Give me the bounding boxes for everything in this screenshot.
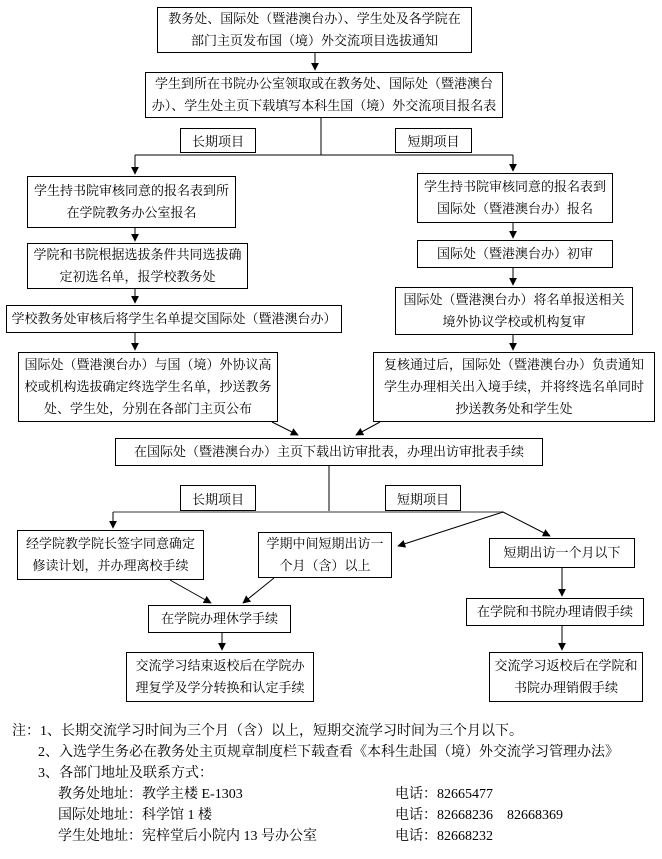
contact-phone: 电话：82668232 xyxy=(395,829,493,844)
contact-address: 国际处地址：科学馆 1 楼 xyxy=(58,808,212,823)
notes-section xyxy=(12,721,656,847)
flow-node-short-apply: 学生持书院审核同意的报名表到国际处（暨港澳台办）报名 xyxy=(417,173,613,223)
flow-node-mid-term-visit: 学期中间短期出访一个月（含）以上 xyxy=(258,532,392,578)
note-line-3: 3、各部门地址及联系方式： xyxy=(38,766,213,781)
flow-node-get-form: 学生到所在书院办公室领取或在教务处、国际处（暨港澳台办）、学生处主页下载填写本科生国（境）外交流项目报名表 xyxy=(145,72,503,118)
flow-connector xyxy=(170,580,211,603)
contact-phone: 电话：82665477 xyxy=(395,787,493,802)
contact-row-jiaowuchu xyxy=(12,784,656,805)
branch-label-short-term-2: 短期项目 xyxy=(385,485,461,511)
contact-row-xueshengchu xyxy=(12,826,656,847)
flow-node-short-review: 国际处（暨港澳台办）初审 xyxy=(417,240,613,268)
contact-row-guojichu xyxy=(12,805,656,826)
flow-node-short-send-list: 国际处（暨港澳台办）将名单报送相关境外协议学校或机构复审 xyxy=(395,287,633,335)
contact-address: 学生处地址：宪梓堂后小院内 13 号办公室 xyxy=(58,829,317,844)
flow-connector xyxy=(272,422,298,435)
flow-node-long-apply: 学生持书院审核同意的报名表到所在学院教务办公室报名 xyxy=(27,176,236,228)
branch-label-short-term-1: 短期项目 xyxy=(395,128,472,153)
flow-node-cancel-leave: 交流学习返校后在学院和书院办理销假手续 xyxy=(489,652,643,702)
flow-node-approval-form: 在国际处（暨港澳台办）主页下载出访审批表，办理出访审批表手续 xyxy=(115,438,543,466)
contact-address: 教务处地址：教学主楼 E-1303 xyxy=(58,787,243,802)
flow-node-long-submit: 学校教务处审核后将学生名单提交国际处（暨港澳台办） xyxy=(6,305,342,333)
flow-node-long-final-list: 国际处（暨港澳台办）与国（境）外协议高校或机构选拔确定终选学生名单，抄送教务处、学生处，分别在各部门主页公布 xyxy=(18,352,278,422)
flow-node-resume-study: 交流学习结束返校后在学院办理复学及学分转换和认定手续 xyxy=(126,652,314,702)
branch-label-long-term-2: 长期项目 xyxy=(180,485,256,511)
flow-node-short-visit: 短期出访一个月以下 xyxy=(489,538,635,568)
flow-node-ask-leave: 在学院和书院办理请假手续 xyxy=(466,598,644,626)
flow-node-long-select: 学院和书院根据选拔条件共同选拔确定初选名单，报学校教务处 xyxy=(27,243,248,289)
contact-phone: 电话：82668236 82668369 xyxy=(395,808,563,823)
flow-connector xyxy=(398,512,503,546)
note-line-1: 注：1、长期交流学习时间为三个月（含）以上，短期交流学习时间为三个月以下。 xyxy=(12,724,523,739)
flow-connector xyxy=(503,512,550,536)
note-line-2: 2、入选学生务必在教务处主页规章制度栏下载查看《本科生赴国（境）外交流学习管理办法》 xyxy=(38,745,619,760)
flow-node-leave-plan: 经学院教学院长签字同意确定修读计划，并办理离校手续 xyxy=(17,530,204,580)
flow-node-short-final-list: 复核通过后，国际处（暨港澳台办）负责通知学生办理相关出入境手续，并将终选名单同时抄送教务处和学生处 xyxy=(373,352,655,422)
flow-node-suspend-study: 在学院办理休学手续 xyxy=(148,605,291,633)
branch-label-long-term-1: 长期项目 xyxy=(180,128,256,153)
flow-connector xyxy=(243,578,274,603)
flow-connector xyxy=(356,422,380,435)
flow-node-publish-notice: 教务处、国际处（暨港澳台办）、学生处及各学院在部门主页发布国（境）外交流项目选拔通知 xyxy=(157,7,472,53)
